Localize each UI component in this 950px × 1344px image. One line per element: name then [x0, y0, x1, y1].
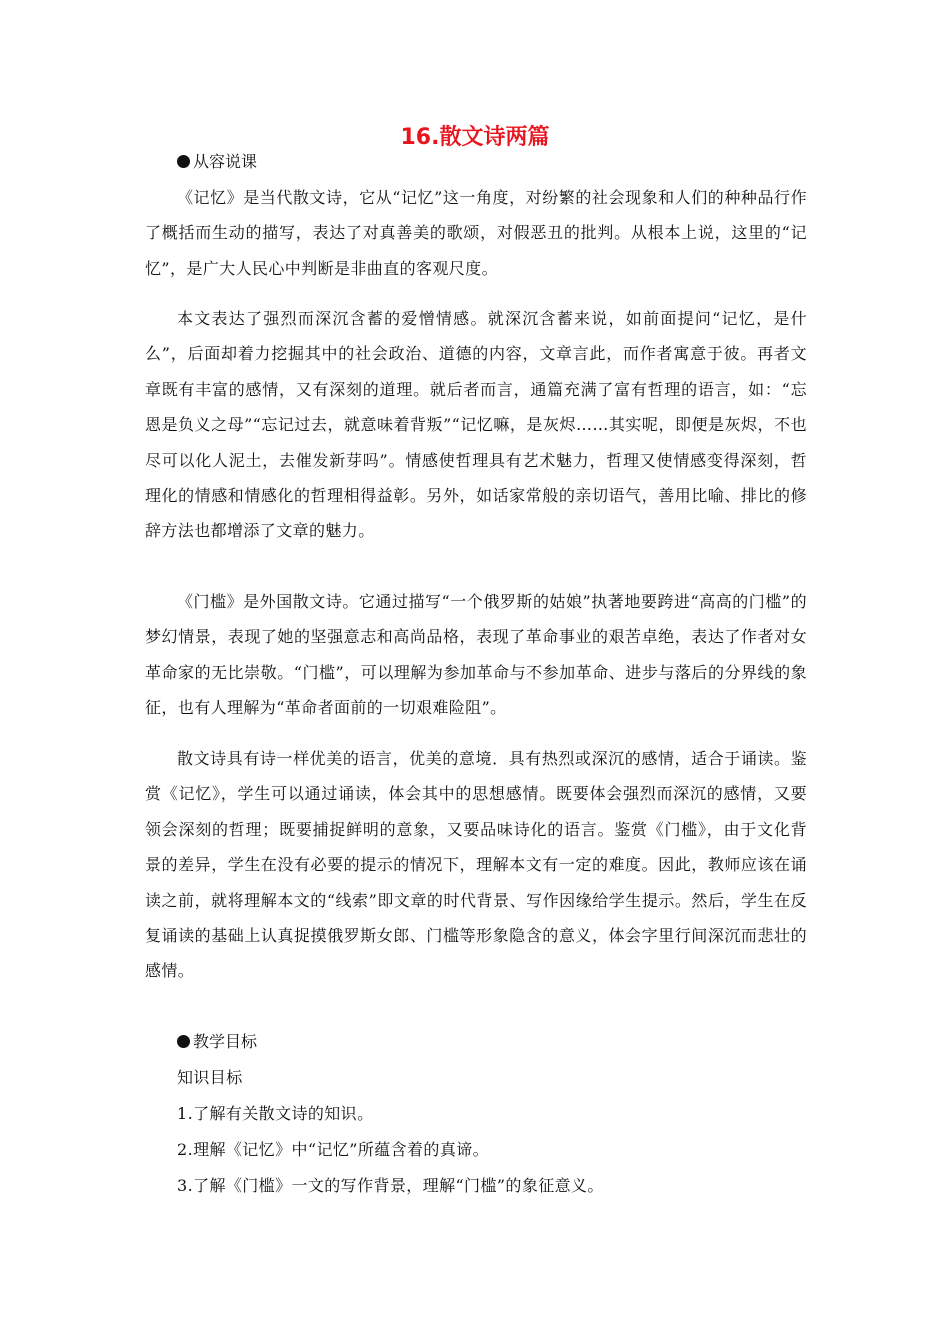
- document-title: 16.散文诗两篇: [400, 125, 550, 150]
- bullet-icon: [177, 155, 190, 168]
- section-heading-teaching-goals: [177, 1032, 257, 1052]
- list-item: 3.了解《门槛》一文的写作背景，理解“门槛”的象征意义。: [177, 1176, 604, 1195]
- section-heading-text: 从容说课: [193, 152, 258, 171]
- subheading-knowledge-goals: 知识目标: [177, 1068, 243, 1087]
- list-item: 1.了解有关散文诗的知识。: [177, 1104, 374, 1123]
- bullet-icon: [177, 1035, 190, 1048]
- paragraph-4: 散文诗具有诗一样优美的语言，优美的意境．具有热烈或深沉的感情，适合于诵读。鉴赏《记忆》，学生可以通过诵读，体会其中的思想感情。既要体会强烈而深沉的感情，又要领会深刻的哲理；既要捕捉鲜明的意象，又要品味诗化的语言。鉴赏《门槛》，由于文化背景的差异，学生在没有必要的提示的情况下，理解本文有一定的难度。因此，教师应该在诵读之前，就将理解本文的“线索”即文章的时代背景、写作因缘给学生提示。然后，学生在反复诵读的基础上认真捉摸俄罗斯女郎、门槛等形象隐含的意义，体会字里行间深沉而悲壮的感情。: [145, 749, 807, 981]
- list-item: 2.理解《记忆》中“记忆”所蕴含着的真谛。: [177, 1140, 490, 1159]
- paragraph-3: 《门槛》是外国散文诗。它通过描写“一个俄罗斯的姑娘”执著地要跨进“高高的门槛”的梦幻情景，表现了她的坚强意志和高尚品格，表现了革命事业的艰苦卓绝，表达了作者对女革命家的无比崇敬。“门槛”，可以理解为参加革命与不参加革命、进步与落后的分界线的象征，也有人理解为“革命者面前的一切艰难险阻”。: [145, 592, 807, 718]
- paragraph-2: 本文表达了强烈而深沉含蓄的爱憎情感。就深沉含蓄来说，如前面提问“记忆，是什么”，后面却着力挖掘其中的社会政治、道德的内容，文章言此，而作者寓意于彼。再者文章既有丰富的感情，又有深刻的道理。就后者而言，通篇充满了富有哲理的语言，如：“忘恩是负义之母”“忘记过去，就意味着背叛”“记忆嘛，是灰烬……其实呢，即便是灰烬，不也尽可以化人泥土，去催发新芽吗”。情感使哲理具有艺术魅力，哲理又使情感变得深刻，哲理化的情感和情感化的哲理相得益彰。另外，如话家常般的亲切语气，善用比喻、排比的修辞方法也都增添了文章的魅力。: [145, 309, 807, 541]
- paragraph-1: 《记忆》是当代散文诗，它从“记忆”这一角度，对纷繁的社会现象和人们的种种品行作了概括而生动的描写，表达了对真善美的歌颂，对假恶丑的批判。从根本上说，这里的“记忆”，是广大人民心中判断是非曲直的客观尺度。: [145, 188, 807, 278]
- section-heading-lesson-talk: [177, 152, 257, 172]
- section-heading-text: 教学目标: [193, 1032, 258, 1051]
